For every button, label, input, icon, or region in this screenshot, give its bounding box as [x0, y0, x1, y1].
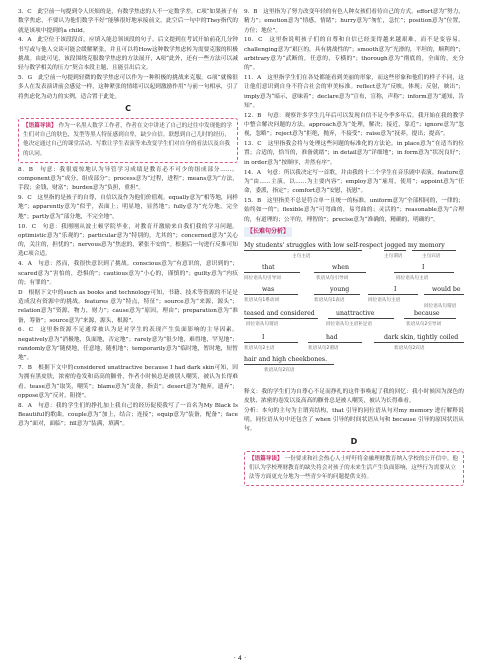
- diagram-word: I: [262, 333, 265, 341]
- answer-14: 14．A 句意：所以我决定写一首歌，并由我的十二个学生在音乐剧中表演。feature意为“由……主演，以……为主要内容”；employ意为“雇用，使用”；appoint意为“任命，委派，指定”；comfort意为“安慰，抚慰”。: [244, 169, 464, 195]
- answer-c-2: 9．C 这里指的是孩子的自尊，自信以及作为他们价值观。equally意为“相等地，同样地”；apparently意为“似乎，表面上；明显地，显然地”；fully意为“充分地，完全地”；partly意为“部分地，不完全地”。: [18, 195, 238, 220]
- diagram-label: 主句主语: [292, 253, 311, 259]
- diagram-word: dark skin, tightly coiled: [384, 333, 459, 341]
- diagram-label: 状语从句2谓语: [308, 345, 339, 351]
- diagram-word: I: [422, 263, 425, 271]
- answer-9: 9．B 这里指为了努力改变年轻的有色人种女孩们看待自己的方式。effort意为“努力，精力”；emotion意为“情感，情绪”；hurry意为“匆忙，急忙”；position意为“位置，方位；地位”。: [244, 9, 464, 34]
- answer-c-1: 8．B 句意：我很震惊地认为导管学习成绩是教育必不可少的组成部分……。component意为“成分，组成部分”；process意为“过程，进程”；means意为“方法，手段；金钱，财富”；burden意为“负担，重担”。: [18, 166, 238, 192]
- reading-guide-d: [244, 451, 464, 487]
- diagram-word: when: [332, 263, 349, 271]
- diagram-label: 状语从句2宾语: [264, 367, 295, 373]
- diagram-word: was: [262, 285, 275, 293]
- answer-10: 10．C 这里指说明孩子们的自尊和自信已经变得越来越艰难，而不是变容易。challenging意为“艰巨的，具有挑战性的”；smooth意为“光滑的，平坦的，顺利的”；arbitrary意为“武断的，任意的，专横的”；thorough意为“彻底的，全面的，充分的”。: [244, 37, 464, 72]
- diagram-word: I: [394, 285, 397, 293]
- section-d-heading: D: [350, 436, 358, 446]
- diagram-line-1: My students' struggles with low self-respect jogged my memory: [244, 241, 445, 249]
- diagram-word: young: [330, 285, 350, 293]
- translation-text: 释义：我的学生们为自尊心不足而挣扎的这件事唤起了我的回忆：我小时候因为深色的皮肤、浓密的卷发以及高高的颧骨总是被人嘲笑，被认为长得难看。: [244, 388, 464, 404]
- diagram-label: 同位语从句谓语: [246, 321, 279, 327]
- diagram-label: 状语从句2宾语: [394, 345, 425, 351]
- diagram-label: 状语从句2引导词: [406, 321, 442, 327]
- diagram-label: 主句宾语: [422, 253, 441, 259]
- answer-c-8: 8．A 句意：我的学生们的挣扎加上我自己的经历促使我写了一首名为My Black Is Beautiful的歌曲。couple意为“加上，结合；连接”；equip意为“装备，配备”；face意为“面对，面临”；fill意为“装满，填满”。: [18, 402, 238, 428]
- diagram-label: 同位语从句主语: [396, 275, 429, 281]
- translation: [244, 388, 464, 407]
- diagram-label: 同位语从句主语补足语: [326, 321, 372, 327]
- diagram-word: teased and considered: [244, 309, 315, 317]
- diagram-label: 同位语从句主语: [368, 297, 401, 303]
- diagram-label: 状语从句2主语: [244, 345, 275, 351]
- diagram-label: 主句谓语: [384, 253, 403, 259]
- guide-text: 一份要求和社会热心人士呼吁将金融理财教育纳入学校的公开信中。他们认为学校理财教育的缺失将会对孩子的未来生活产生负面影响，这些行为需要从立法等方面更充分地为一些青少年的问题提供支持。: [249, 455, 458, 481]
- answer-3: 3．C 此空前一句提到令人厌烦的是，有数学焦虑的人不一定数学差。C项“如果孩子有数学焦虑，不要认为他们数学不好”能够很好地承接前文。此空后一句中的They指代的就是该项中提到的a child。: [18, 9, 238, 34]
- page-number: · 4 ·: [233, 654, 247, 662]
- answer-c-3: 10．C 句意：我刚刚从波士顿学院毕业，对教育开激励来自我们我的学习问题。optimistic意为“乐观的”；particular意为“特别的，尤其的”；concerned意为“关心的，关注的，担忧的”；nervous意为“焦虑的，紧张不安的”。根据后一句进行反推可知选C项合适。: [18, 223, 238, 258]
- answer-c-4: 4．A 句意：然而，我很快意识到了挑战。conscious意为“有意识的，意识到的”；scared意为“害怕的，恐惧的”；cautious意为“小心的，谨慎的”；guilty意为“内疚的；有罪的”。: [18, 261, 238, 286]
- answer-12: 12．B 句意：观察许多学生几年后可以发现自信不足今季多年后，我开始在我的教学中整合解决问题的方法。approach意为“处理，解决；接近，靠近”；ignore意为“忽视，忽略”；reject意为“拒绝，抛弃，不接受”；raise意为“抚养，提出；提高”。: [244, 112, 464, 138]
- left-column: [18, 8, 238, 430]
- diagram-word: had: [326, 333, 338, 341]
- guide-tag: 【语篇导读】: [23, 122, 57, 129]
- diagram-word: because: [414, 309, 440, 317]
- diagram-label: 同位语从句引导词: [244, 275, 281, 281]
- answer-15: 15．B 这里指美不总是符合单一且统一的标准。uniform意为“全部相同的，一律的；始终如一的”；flexible意为“可弯曲的，易弯曲的；灵活的”；reasonable意为“合理的，有道理的；公平的，理智的”；precise意为“准确的，精确的，明确的”。: [244, 197, 464, 223]
- answer-5: 5．G 此空前一句提到轻微的数学焦虑可以作为一种积极的挑战来克服。G项“就像很多人在发表演讲前会感觉一样，这种紧张的情绪可以起到激励作用”与前一句相承，引了将焦虑化为动力的实例，适合置于此处。: [18, 75, 238, 100]
- diagram-label: 状语从句1表语: [314, 297, 345, 303]
- answer-c-5: D 根据下文中的such as books and technology可知，书籍、技术等资源的不足是造成没有资源中的挑战。features 意为“特点，特征”；source意为“来源，源头”；relation意为“资源，物力，财力”；cause意为“原因，理由”；preparation意为“准备，筹备”；source意为“来源，源头，根源”。: [18, 289, 238, 324]
- analysis: [244, 407, 464, 435]
- answer-4: 4．A 此空位于该段段首，应填入能总领该段的句子。后文提到在考试开始前花几分钟书写或与他人交谈可能会缓解紧张，并且可以将How这种数学焦虑转为需要克服的积极挑战。由此可见，该段围绕克服数学焦虑的方法展开，A项“此外，还有一些方法可以减轻与数学相关的压力”契合本段主题，且能引出后文。: [18, 37, 238, 72]
- diagram-word: that: [262, 263, 275, 271]
- answer-13: 13．C 这里指我会将与处理这些问题的标准化的方法论。in place意为“在适当的位置；合适的，恰当的，准备就绪”；in detail意为“详细地”；in form意为“状况良好”；in order意为“按顺序，井然有序”。: [244, 141, 464, 166]
- diagram-word: hair and high cheekbones.: [244, 355, 328, 363]
- answer-11: 11．A 这里指学生们在各处都能看到美丽的形象，而这些形象和他们的样子不同，这让他们意识到自身不符合社会的审美标准。reflect意为“反映，体现；反射，映出”；imply意为“暗示，意味着”；declare意为“宣布，宣称，声称”；inform意为“通知，告知”。: [244, 75, 464, 109]
- guide-text: 作为一名黑人数学工作者，作者在文中讲述了自己的过往中发现他的学生们对自己的肤色，发型等黑人特征感到自卑，缺少自信。联想到自己儿时的经历，他决定通过自己的课堂活动、写歌让学生表演等来改变学生们对自身的看法以及自我的认同。: [23, 122, 232, 157]
- diagram-label: 状语从句引导词: [316, 275, 349, 281]
- sentence-analysis-tag: 【长难句分析】: [244, 227, 292, 236]
- sentence-diagram: [244, 241, 464, 386]
- analysis-text: 分析：本句的主句为主谓宾结构，that 引导的同位语从句对my memory 进行解释说明。同位语从句中还包含了 when 引导的时间状语从句和 because 引导的原因状语从句。: [244, 407, 464, 433]
- section-c-heading: C: [125, 103, 131, 113]
- diagram-label: 同位语从句谓语: [424, 303, 457, 309]
- answer-c-6: 6．C 这里指资源不足通常被认为是对学生的表现产生负面影响的主导因素。negatively意为“消极地，负面地，否定地”；rarely意为“很少地，难得地，罕见地”；randomly意为“随便地，任意地，随机地”；temporarily意为“临时地，暂时地，短暂地”。: [18, 327, 238, 362]
- answer-c-7: 7．B 根据下文中的considered unattractive because I had dark skin可知，因为拥有黑皮肤，浓密的卷发和高高的颧骨，作者小时候总是被别人嘲笑，被认为长得难看。tease意为“取笑，嘲笑”；blame意为“责备，指责”；desert意为“抛弃，遗弃”；oppose意为“反对，阻挠”。: [18, 365, 238, 399]
- diagram-label: 状语从句1系动词: [244, 297, 280, 303]
- diagram-word: unattractive: [336, 309, 375, 317]
- diagram-word: would be: [432, 285, 461, 293]
- reading-guide-c: [18, 118, 238, 163]
- guide-tag: 【语篇导读】: [249, 455, 283, 462]
- right-column: [244, 8, 464, 489]
